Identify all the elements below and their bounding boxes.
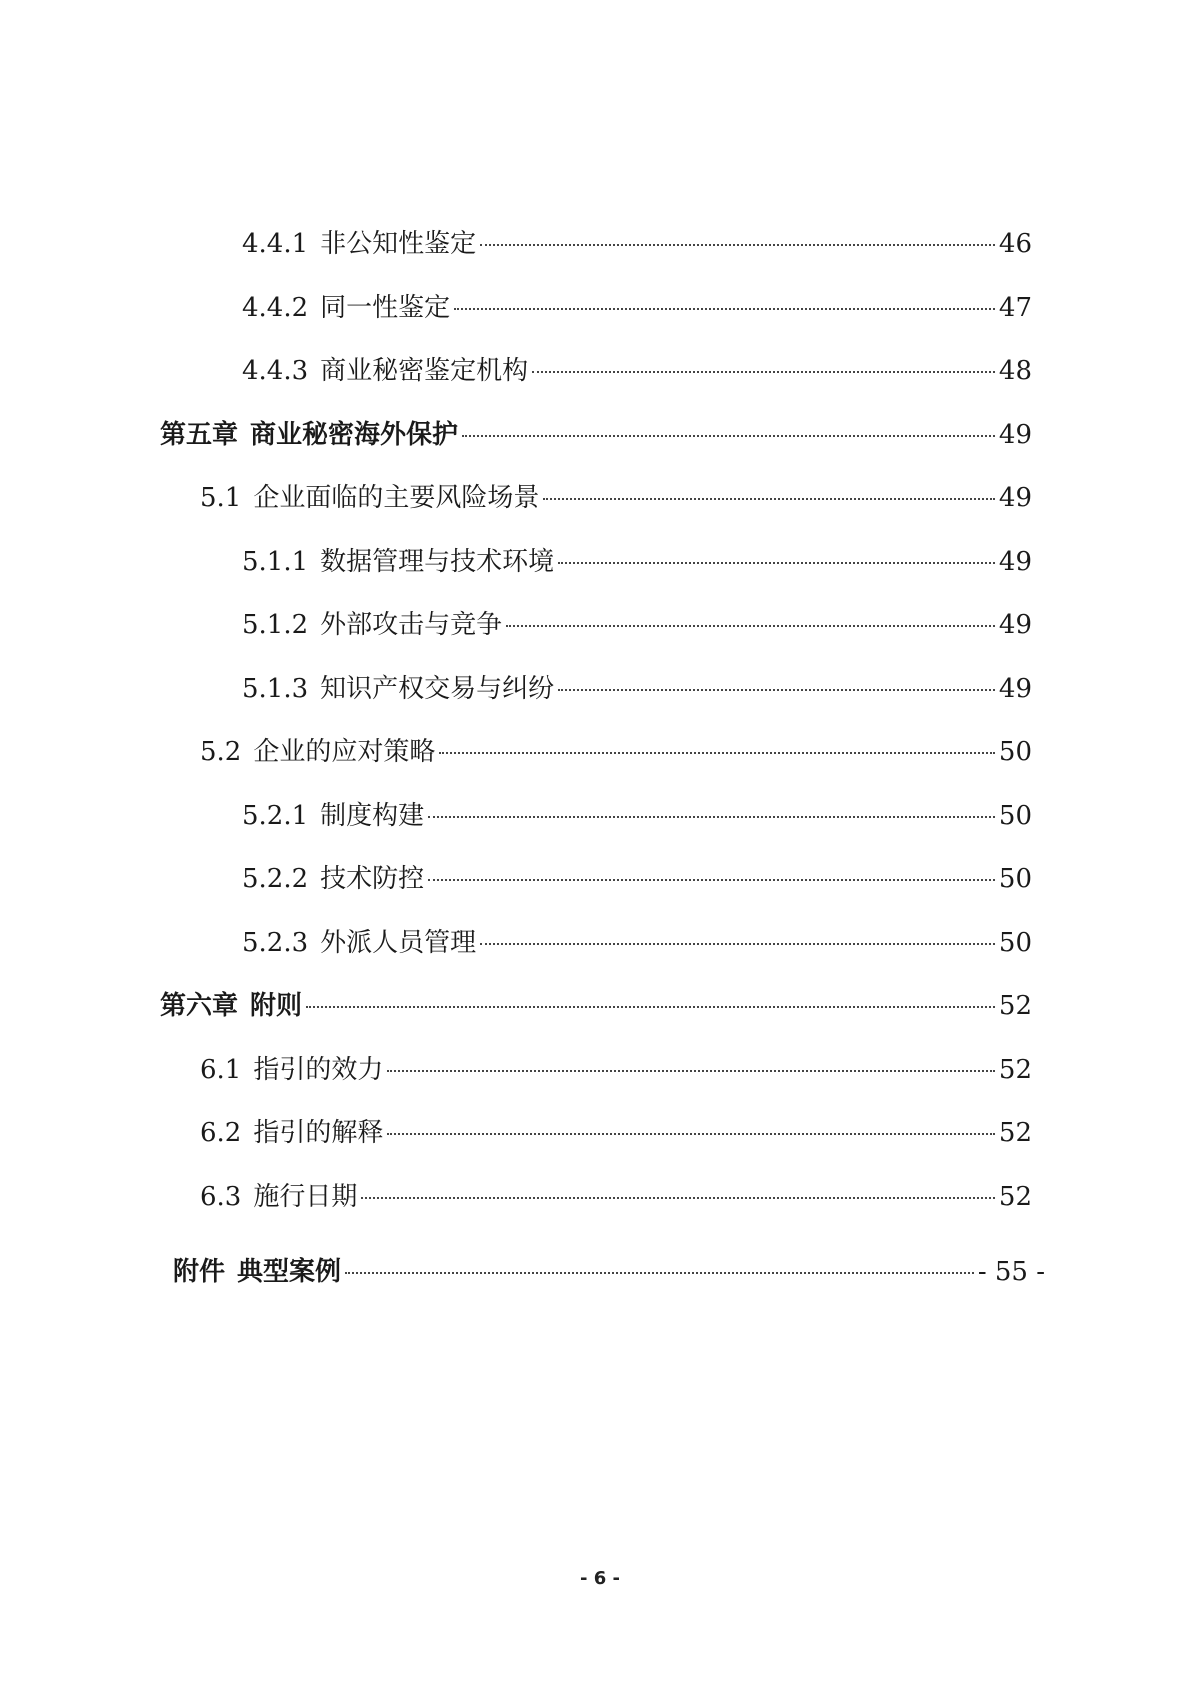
toc-number: 4.4.2 (242, 292, 309, 323)
toc-number: 5.1.2 (242, 610, 309, 640)
dot-leader (428, 816, 995, 818)
toc-title: 同一性鉴定 (320, 292, 451, 323)
toc-title: 企业面临的主要风险场景 (253, 483, 540, 513)
toc-number: 5.2.1 (242, 800, 309, 831)
dot-leader (558, 562, 995, 564)
toc-title: 商业秘密海外保护 (250, 419, 459, 450)
toc-number: 6.1 (200, 1054, 242, 1085)
toc-title: 知识产权交易与纠纷 (320, 673, 555, 704)
toc-entry-4-4-3[interactable] (242, 349, 1032, 393)
dot-leader (558, 689, 995, 691)
toc-page-number: 50 (998, 864, 1032, 894)
toc-title: 商业秘密鉴定机构 (320, 356, 529, 386)
toc-page-number: 50 (998, 927, 1032, 958)
toc-entry-5-2-1[interactable] (242, 794, 1032, 838)
toc-title: 附则 (250, 991, 303, 1021)
toc-page-number: 52 (998, 1181, 1032, 1212)
toc-entry-chapter-5[interactable] (160, 413, 1032, 457)
toc-title: 指引的效力 (253, 1054, 384, 1085)
dot-leader (532, 371, 995, 373)
dot-leader (480, 244, 995, 246)
toc-entry-4-4-2[interactable] (242, 286, 1032, 330)
toc-entry-6-1[interactable] (200, 1048, 1032, 1092)
toc-number: 6.3 (200, 1181, 242, 1212)
toc-page-number: 48 (998, 356, 1032, 386)
dot-leader (454, 308, 995, 310)
toc-title: 企业的应对策略 (253, 737, 436, 767)
toc-page-number: 47 (998, 292, 1032, 323)
toc-page-number: 49 (998, 610, 1032, 640)
toc-number: 附件 (173, 1257, 226, 1287)
toc-entry-6-3[interactable] (200, 1175, 1032, 1219)
dot-leader (543, 498, 995, 500)
toc-number: 第六章 (160, 991, 239, 1021)
toc-number: 4.4.1 (242, 229, 309, 259)
toc-entry-5-2[interactable] (200, 730, 1032, 774)
toc-page-number: 50 (998, 800, 1032, 831)
dot-leader (345, 1272, 974, 1274)
dot-leader (506, 625, 995, 627)
dot-leader (462, 435, 995, 437)
dot-leader (306, 1006, 995, 1008)
toc-number: 6.2 (200, 1118, 242, 1148)
toc-entry-4-4-1[interactable] (242, 222, 1032, 266)
toc-entry-5-2-3[interactable] (242, 921, 1032, 965)
toc-title: 制度构建 (320, 800, 425, 831)
toc-number: 5.1.1 (242, 546, 309, 577)
dot-leader (387, 1133, 995, 1135)
toc-title: 外部攻击与竞争 (320, 610, 503, 640)
toc-page-number: 52 (998, 1054, 1032, 1085)
toc-page-number: 49 (998, 546, 1032, 577)
dot-leader (387, 1070, 995, 1072)
toc-page-number: 46 (998, 229, 1032, 259)
dot-leader (361, 1197, 995, 1199)
toc-page-number: 52 (998, 1118, 1032, 1148)
toc-entry-appendix[interactable] (173, 1250, 1045, 1294)
dot-leader (428, 879, 995, 881)
toc-number: 5.2.2 (242, 864, 309, 894)
toc-page-number: 49 (998, 673, 1032, 704)
toc-entry-5-2-2[interactable] (242, 857, 1032, 901)
dot-leader (480, 943, 995, 945)
page-number-footer: - 6 - (580, 1568, 620, 1589)
toc-entry-chapter-6[interactable] (160, 984, 1032, 1028)
toc-entry-5-1-2[interactable] (242, 603, 1032, 647)
toc-entry-6-2[interactable] (200, 1111, 1032, 1155)
toc-number: 4.4.3 (242, 356, 309, 386)
toc-title: 非公知性鉴定 (320, 229, 477, 259)
toc-page-number: 49 (998, 483, 1032, 513)
toc-page-number: 52 (998, 991, 1032, 1021)
toc-number: 5.1.3 (242, 673, 309, 704)
toc-number: 5.2.3 (242, 927, 309, 958)
toc-entry-5-1-3[interactable] (242, 667, 1032, 711)
toc-title: 技术防控 (320, 864, 425, 894)
toc-entry-5-1[interactable] (200, 476, 1032, 520)
toc-page-number: 50 (998, 737, 1032, 767)
toc-entry-5-1-1[interactable] (242, 540, 1032, 584)
toc-number: 5.2 (200, 737, 242, 767)
toc-title: 施行日期 (253, 1181, 358, 1212)
dot-leader (439, 752, 995, 754)
toc-page-number: 49 (998, 419, 1032, 450)
toc-title: 数据管理与技术环境 (320, 546, 555, 577)
toc-title: 外派人员管理 (320, 927, 477, 958)
toc-number: 第五章 (160, 419, 239, 450)
toc-page-number: - 55 - (977, 1257, 1045, 1287)
toc-number: 5.1 (200, 483, 242, 513)
toc-title: 典型案例 (237, 1257, 342, 1287)
toc-title: 指引的解释 (253, 1118, 384, 1148)
